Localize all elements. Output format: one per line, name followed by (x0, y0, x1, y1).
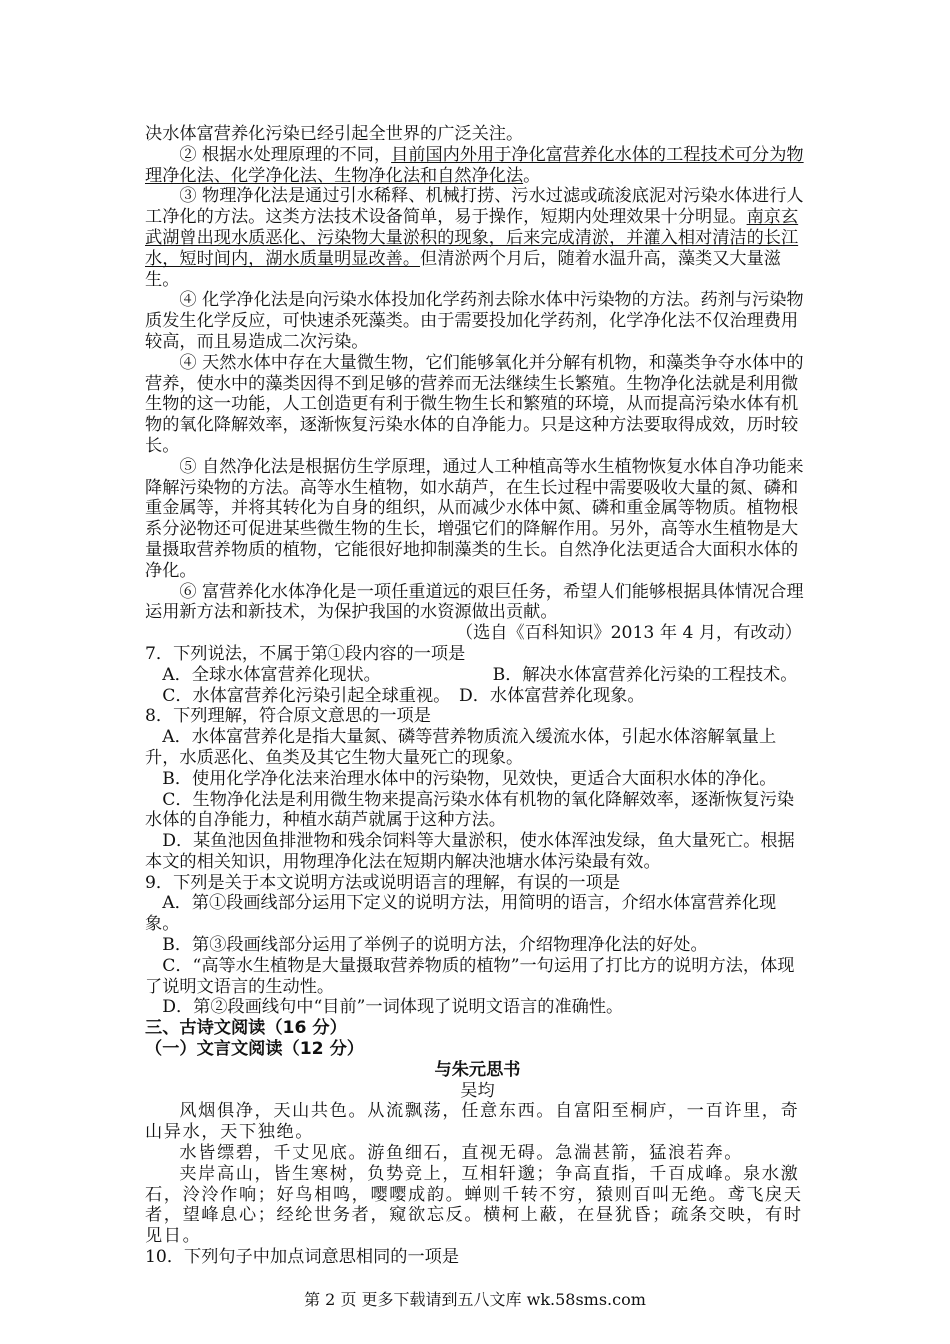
section-3-1-heading: （一）文言文阅读（12 分） (145, 1039, 364, 1060)
question-7-stem: 7．下列说法，不属于第①段内容的一项是 (145, 643, 466, 664)
question-7-option-b: B．解决水体富营养化污染的工程技术。 (492, 664, 798, 685)
paragraph-2-underlined: 目前国内外用于净化富营养化水体的工程技术可分为物理净化法、化学净化法、生物净化法和自然净化法 (145, 144, 804, 186)
question-8-option-b: B．使用化学净化法来治理水体中的污染物，见效快，更适合大面积水体的净化。 (162, 768, 777, 789)
paragraph-1-tail: 决水体富营养化污染已经引起全世界的广泛关注。 (145, 124, 524, 144)
page-content (145, 124, 810, 1268)
paragraph-6: ⑤ 自然净化法是根据仿生学原理，通过人工种植高等水生植物恢复水体自净功能来降解污染物的方法。高等水生植物，如水葫芦，在生长过程中需要吸收大量的氮、磷和重金属等，并将其转化为自身的组织，从而减少水体中氮、磷和重金属等物质。植物根系分泌物还可促进某些微生物的生长，增强它们的降解作用。另外，高等水生植物是大量摄取营养物质的植物，它能很好地抑制藻类的生长。自然净化法更适合大面积水体的净化。 (145, 456, 804, 581)
question-7-option-a: A．全球水体富营养化现状。 (162, 664, 373, 685)
paragraph-2-tail: 。 (523, 165, 541, 186)
question-8-option-a: A．水体富营养化是指大量氮、磷等营养物质流入缓流水体，引起水体溶解氧量上升，水质恶化、鱼类及其它生物大量死亡的现象。 (145, 727, 777, 768)
question-9-option-c: C．“高等水生植物是大量摄取营养物质的植物”一句运用了打比方的说明方法，体现了说明文语言的生动性。 (145, 955, 795, 997)
question-9-option-b: B．第③段画线部分运用了举例子的说明方法，介绍物理净化法的好处。 (162, 935, 708, 956)
paragraph-7: ⑥ 富营养化水体净化是一项任重道远的艰巨任务，希望人们能够根据具体情况合理运用新方法和新技术，为保护我国的水资源做出贡献。 (145, 581, 804, 623)
question-7-option-d: D．水体富营养化现象。 (458, 685, 645, 706)
poem-author: 吴均 (460, 1080, 495, 1101)
paragraph-5: ④ 天然水体中存在大量微生物，它们能够氧化并分解有机物，和藻类争夺水体中的营养，使水中的藻类因得不到足够的营养而无法继续生长繁殖。生物净化法就是利用微生物的这一功能，人工创造更有利于微生物生长和繁殖的环境，从而提高污染水体有机物的氧化降解效率，逐渐恢复污染水体的自净能力。只是这种方法要取得成效，历时较长。 (145, 352, 804, 456)
poem-title: 与朱元思书 (434, 1059, 521, 1080)
question-9-option-a: A．第①段画线部分运用下定义的说明方法，用简明的语言，介绍水体富营养化现象。 (145, 893, 777, 935)
paragraph-2 (145, 145, 810, 187)
question-8-option-d: D．某鱼池因鱼排泄物和残余饲料等大量淤积，使水体浑浊发绿，鱼大量死亡。根据本文的相关知识，用物理净化法在短期内解决池塘水体污染最有效。 (145, 831, 795, 872)
question-9-option-d: D．第②段画线句中“目前”一词体现了说明文语言的准确性。 (162, 997, 624, 1018)
question-7-option-ab (145, 665, 810, 686)
source-citation: （选自《百科知识》2013 年 4 月，有改动） (455, 623, 802, 644)
poem-paragraph-1: 风烟俱净，天山共色。从流飘荡，任意东西。自富阳至桐庐，一百许里，奇山异水，天下独绝。 (145, 1101, 800, 1143)
poem-paragraph-3: 夹岸高山，皆生寒树，负势竞上，互相轩邈；争高直指，千百成峰。泉水激石，泠泠作响；好鸟相鸣，嘤嘤成韵。蝉则千转不穷，猿则百叫无绝。鸢飞戾天者，望峰息心；经纶世务者，窥欲忘反。横柯上蔽，在昼犹昏；疏条交映，有时见日。 (145, 1163, 803, 1247)
page-footer: 第 2 页 更多下载请到五八文库 wk.58sms.com (304, 1290, 646, 1309)
section-3-heading: 三、古诗文阅读（16 分） (145, 1018, 347, 1039)
paragraph-4: ④ 化学净化法是向污染水体投加化学药剂去除水体中污染物的方法。药剂与污染物质发生化学反应，可快速杀死藻类。由于需要投加化学药剂，化学净化法不仅治理费用较高，而且易造成二次污染。 (145, 290, 804, 352)
paragraph-3-tail: 但清淤两个月后，随着水温升高，藻类又大量滋生。 (145, 248, 781, 290)
question-10-stem: 10．下列句子中加点词意思相同的一项是 (145, 1247, 460, 1268)
paragraph-2-lead: ② 根据水处理原理的不同， (179, 144, 392, 165)
question-9-stem: 9．下列是关于本文说明方法或说明语言的理解，有误的一项是 (145, 872, 621, 893)
question-7-option-cd (145, 686, 810, 707)
question-8-stem: 8．下列理解，符合原文意思的一项是 (145, 706, 431, 727)
question-7-option-c: C．水体富营养化污染引起全球重视。 (162, 685, 451, 706)
paragraph-3-underlined: 南京玄武湖曾出现水质恶化、污染物大量淤积的现象，后来完成清淤，并灌入相对清洁的长江水，短时间内，湖水质量明显改善。 (145, 207, 799, 269)
paragraph-3 (145, 186, 810, 290)
paragraph-3-lead: ③ 物理净化法是通过引水稀释、机械打捞、污水过滤或疏浚底泥对污染水体进行人工净化的方法。这类方法技术设备简单，易于操作，短期内处理效果十分明显。 (145, 186, 804, 228)
poem-paragraph-2: 水皆缥碧，千丈见底。游鱼细石，直视无碍。急湍甚箭，猛浪若奔。 (179, 1143, 744, 1164)
question-8-option-c: C．生物净化法是利用微生物来提高污染水体有机物的氧化降解效率，逐渐恢复污染水体的自净能力，种植水葫芦就属于这种方法。 (145, 789, 795, 831)
